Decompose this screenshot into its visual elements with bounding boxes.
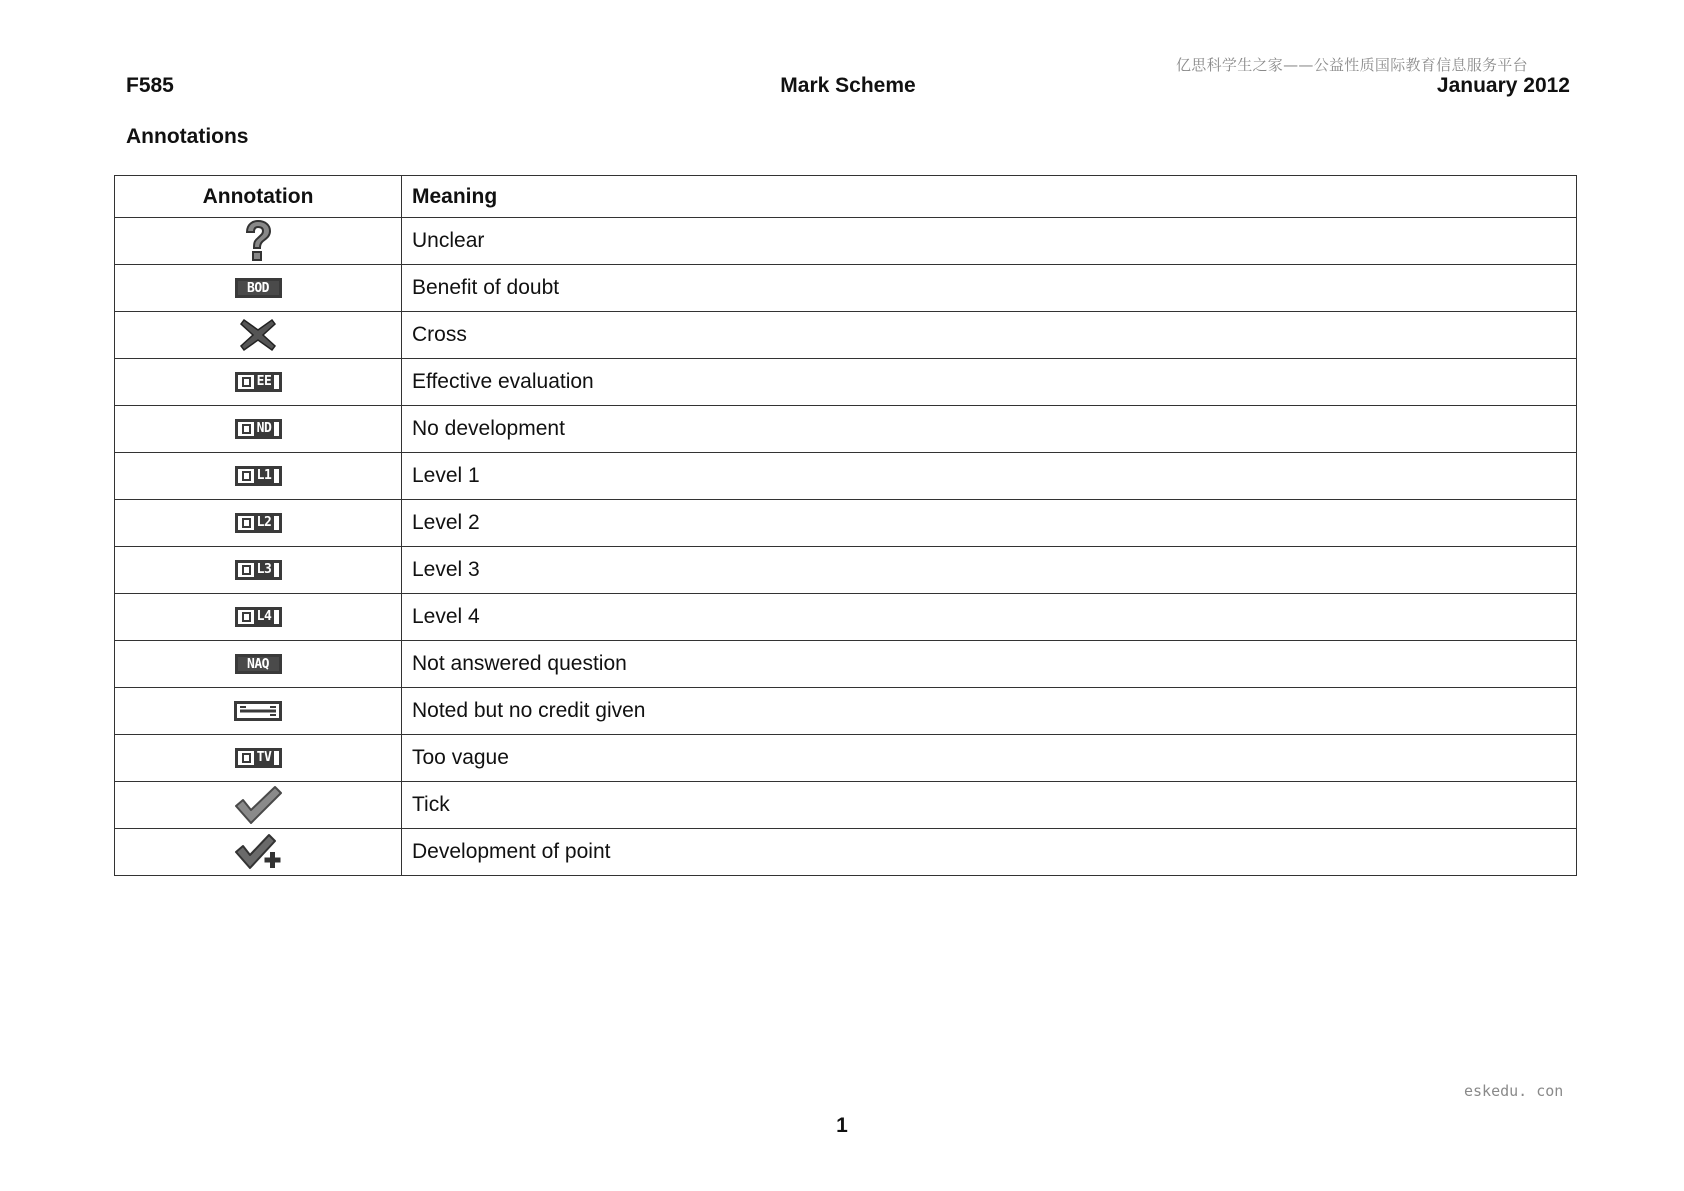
- annotation-cell: [115, 688, 402, 735]
- stamp-label: TV: [254, 751, 275, 765]
- stamp-box: [242, 612, 251, 622]
- annotation-cell: [115, 312, 402, 359]
- paper-code: F585: [126, 74, 174, 97]
- stamp-label: ND: [254, 422, 275, 436]
- cross-icon: [238, 316, 278, 354]
- meaning-cell: Development of point: [402, 829, 1577, 876]
- document-title: Mark Scheme: [780, 74, 916, 97]
- question-mark-icon: [241, 219, 275, 263]
- meaning-cell: Level 4: [402, 594, 1577, 641]
- meaning-cell: Effective evaluation: [402, 359, 1577, 406]
- section-title: Annotations: [126, 125, 249, 148]
- meaning-cell: Too vague: [402, 735, 1577, 782]
- column-header-meaning: Meaning: [402, 176, 1577, 218]
- meaning-cell: Level 1: [402, 453, 1577, 500]
- stamp-box: [242, 377, 251, 387]
- table-row: [115, 359, 1577, 406]
- annotation-cell: [115, 406, 402, 453]
- table-row: [115, 782, 1577, 829]
- annotation-cell: [115, 359, 402, 406]
- table-row: [115, 406, 1577, 453]
- table-row: [115, 453, 1577, 500]
- watermark-top-text: 亿思科学生之家——公益性质国际教育信息服务平台: [1176, 56, 1528, 74]
- stamp-box: [242, 565, 251, 575]
- column-header-annotation: Annotation: [115, 176, 402, 218]
- meaning-cell: Not answered question: [402, 641, 1577, 688]
- stamp-label: L2: [254, 516, 275, 530]
- table-row: [115, 218, 1577, 265]
- annotation-cell: [115, 594, 402, 641]
- l1-stamp-icon: [235, 466, 282, 486]
- annotations-table: [114, 175, 1577, 876]
- meaning-cell: Benefit of doubt: [402, 265, 1577, 312]
- annotation-cell: [115, 265, 402, 312]
- meaning-cell: Noted but no credit given: [402, 688, 1577, 735]
- tv-stamp-icon: [235, 748, 282, 768]
- table-row: [115, 594, 1577, 641]
- table-row: [115, 265, 1577, 312]
- table-row: [115, 312, 1577, 359]
- stamp-box: [242, 471, 251, 481]
- annotation-cell: [115, 782, 402, 829]
- table-row: [115, 688, 1577, 735]
- tick-plus-icon: [233, 832, 283, 872]
- stamp-label: L3: [254, 563, 275, 577]
- table-row: [115, 735, 1577, 782]
- annotation-cell: [115, 453, 402, 500]
- table-row: [115, 829, 1577, 876]
- l3-stamp-icon: [235, 560, 282, 580]
- annotation-cell: [115, 500, 402, 547]
- meaning-cell: Level 3: [402, 547, 1577, 594]
- table-header-row: [115, 176, 1577, 218]
- stamp-box: [242, 424, 251, 434]
- meaning-cell: Tick: [402, 782, 1577, 829]
- l2-stamp-icon: [235, 513, 282, 533]
- stamp-label: EE: [254, 375, 275, 389]
- annotation-cell: [115, 641, 402, 688]
- meaning-cell: Level 2: [402, 500, 1577, 547]
- naq-stamp-icon: NAQ: [235, 654, 282, 674]
- annotation-cell: [115, 547, 402, 594]
- stamp-label: L4: [254, 610, 275, 624]
- meaning-cell: Unclear: [402, 218, 1577, 265]
- table-row: [115, 500, 1577, 547]
- annotation-cell: [115, 829, 402, 876]
- l4-stamp-icon: [235, 607, 282, 627]
- ee-stamp-icon: [235, 372, 282, 392]
- table-row: [115, 547, 1577, 594]
- bod-stamp-icon: BOD: [235, 278, 282, 298]
- stamp-box: [242, 518, 251, 528]
- meaning-cell: Cross: [402, 312, 1577, 359]
- meaning-cell: No development: [402, 406, 1577, 453]
- nd-stamp-icon: [235, 419, 282, 439]
- annotation-cell: [115, 218, 402, 265]
- tick-icon: [233, 784, 283, 826]
- page-number: 1: [836, 1114, 848, 1137]
- table-row: [115, 641, 1577, 688]
- exam-date: January 2012: [1436, 74, 1570, 97]
- noted-stamp-icon: [234, 701, 282, 721]
- page-header: [126, 74, 1570, 104]
- watermark-bottom-text: eskedu. con: [1464, 1082, 1564, 1100]
- annotation-cell: [115, 735, 402, 782]
- stamp-box: [242, 753, 251, 763]
- stamp-label: L1: [254, 469, 275, 483]
